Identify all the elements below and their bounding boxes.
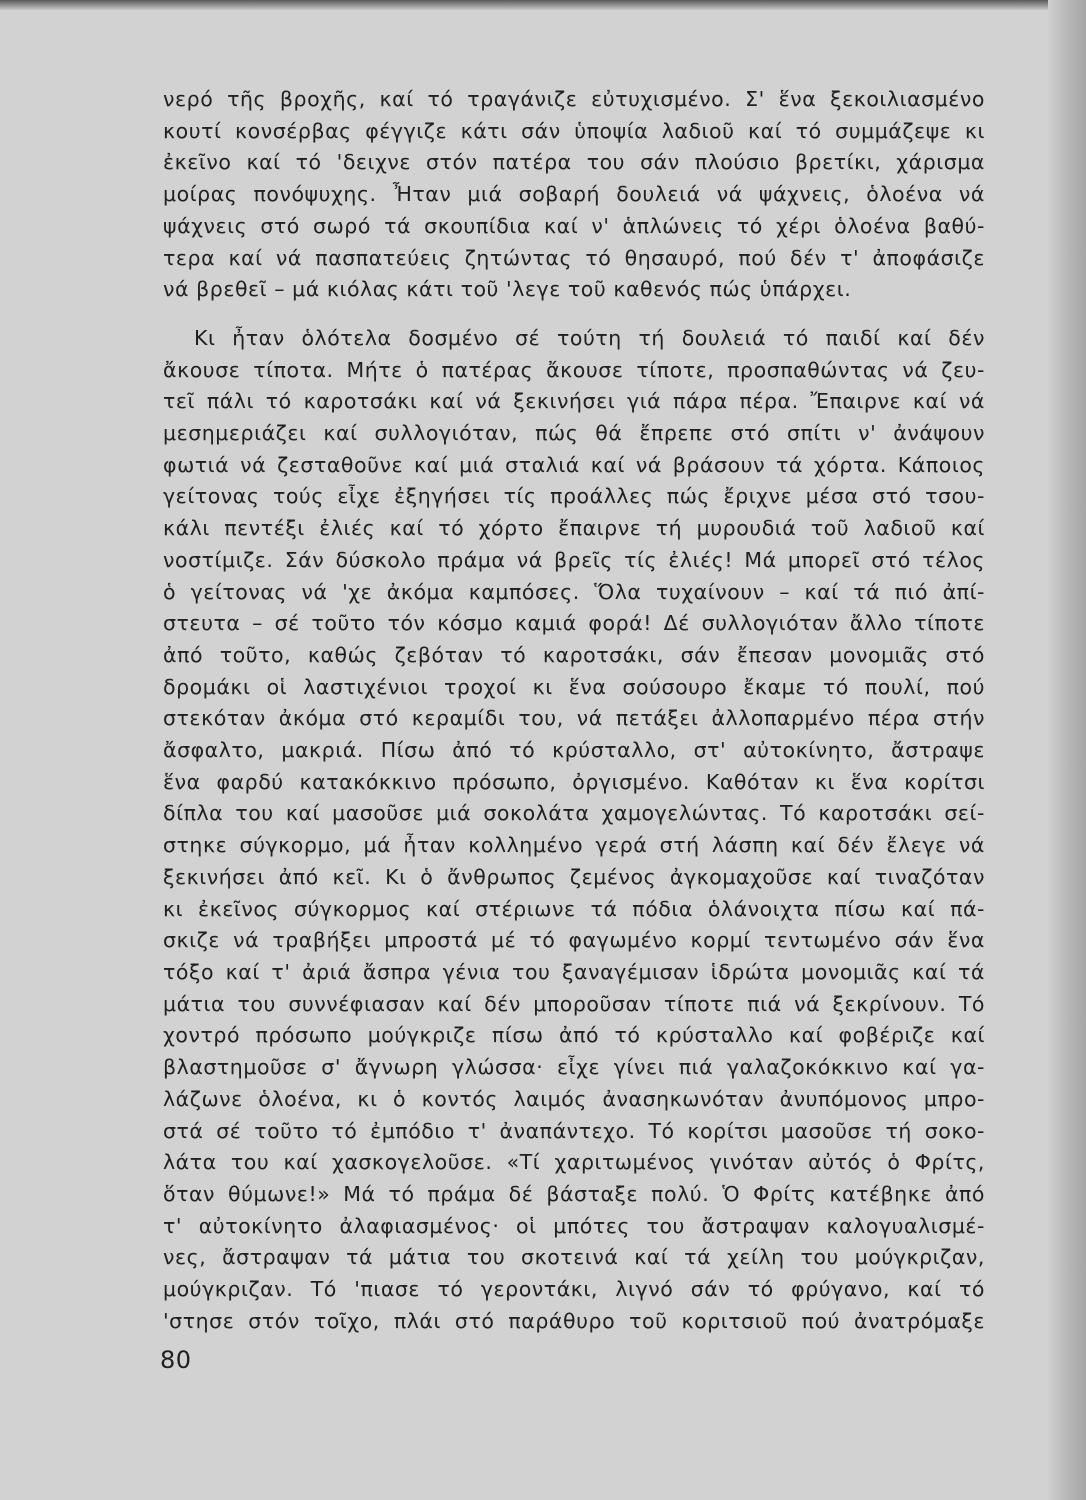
text-line: ψάχνεις στό σωρό τά σκουπίδια καί ν' ἁπλώνεις τό χέρι ὁλοένα βαθύ- — [163, 213, 985, 238]
text-line: στηκε σύγκορμο, μά ἦταν κολλημένο γερά στή λάσπη καί δέν ἔλεγε νά — [163, 833, 985, 858]
text-line: τ' αὐτοκίνητο ἀλαφιασμένος· οἱ μπότες του ἄστραψαν καλογυαλισμέ- — [163, 1213, 985, 1238]
text-line: ὁ γείτονας νά 'χε ἀκόμα καμπόσες. Ὅλα τυχαίνουν – καί τά πιό ἀπί- — [163, 579, 985, 604]
text-line: μεσημεριάζει καί συλλογιόταν, πώς θά ἔπρεπε στό σπίτι ν' ἀνάψουν — [163, 421, 985, 446]
text-line: νοστίμιζε. Σάν δύσκολο πράμα νά βρεῖς τίς ἐλιές! Μά μπορεῖ στό τέλος — [163, 547, 985, 572]
text-line: λάζωνε ὁλοένα, κι ὁ κοντός λαιμός ἀνασηκωνόταν ἀνυπόμονος μπρο- — [163, 1086, 985, 1111]
text-line: νά βρεθεῖ – μά κιόλας κάτι τοῦ 'λεγε τοῦ καθενός πώς ὑπάρχει. — [163, 277, 852, 302]
text-line: βλαστημοῦσε σ' ἄγνωρη γλώσσα· εἶχε γίνει πιά γαλαζοκόκκινο καί γα- — [163, 1055, 985, 1080]
page-number: 80 — [160, 1346, 192, 1374]
text-line: κάλι πεντέξι ἐλιές καί τό χόρτο ἔπαιρνε τή μυρουδιά τοῦ λαδιοῦ καί — [163, 516, 985, 541]
text-line: μάτια του συννέφιασαν καί δέν μποροῦσαν τίποτε πιά νά ξεκρίνουν. Τό — [163, 991, 985, 1016]
text-line: δίπλα του καί μασοῦσε μιά σοκολάτα χαμογελώντας. Τό καροτσάκι σεί- — [163, 801, 985, 826]
text-line: φωτιά νά ζεσταθοῦνε καί μιά σταλιά καί νά βράσουν τά χόρτα. Κάποιος — [163, 452, 985, 477]
scan-top-edge — [0, 0, 1086, 10]
text-line: λάτα του καί χασκογελοῦσε. «Τί χαριτωμένος γινόταν αὐτός ὁ Φρίτς, — [163, 1150, 985, 1175]
text-line: γείτονας τούς εἶχε ἐξηγήσει τίς προάλλες πώς ἔριχνε μέσα στό τσου- — [163, 484, 985, 509]
text-line: στευτα – σέ τοῦτο τόν κόσμο καμιά φορά! Δέ συλλογιόταν ἄλλο τίποτε — [163, 611, 985, 636]
paragraph-1 — [163, 84, 985, 306]
text-line: δρομάκι οἱ λαστιχένιοι τροχοί κι ἕνα σούσουρο ἔκαμε τό πουλί, πού — [163, 674, 985, 699]
text-line: τερα καί νά πασπατεύεις ζητώντας τό θησαυρό, πού δέν τ' ἀποφάσιζε — [163, 245, 985, 270]
text-line: νερό τῆς βροχῆς, καί τό τραγάνιζε εὐτυχισμένο. Σ' ἕνα ξεκοιλιασμένο — [163, 87, 985, 111]
text-line: μοίρας πονόψυχης. Ἦταν μιά σοβαρή δουλειά νά ψάχνεις, ὁλοένα νά — [163, 182, 985, 207]
text-line: νες, ἄστραψαν τά μάτια του σκοτεινά καί τά χείλη του μούγκριζαν, — [163, 1245, 985, 1270]
text-line: ἀπό τοῦτο, καθώς ζεβόταν τό καροτσάκι, σάν ἔπεσαν μονομιᾶς στό — [163, 642, 985, 667]
text-line: ἄκουσε τίποτα. Μήτε ὁ πατέρας ἄκουσε τίποτε, προσπαθώντας νά ζευ- — [163, 357, 985, 382]
text-line: στεκόταν ἀκόμα στό κεραμίδι του, νά πετάξει ἀλλοπαρμένο πέρα στήν — [163, 706, 985, 731]
text-line: σκιζε νά τραβήξει μπροστά μέ τό φαγωμένο κορμί τεντωμένο σάν ἕνα — [163, 928, 985, 953]
text-line: κουτί κονσέρβας φέγγιζε κάτι σάν ὑποψία λαδιοῦ καί τό συμμάζεψε κι — [163, 118, 985, 143]
text-line: τόξο καί τ' ἀριά ἄσπρα γένια του ξαναγέμισαν ἱδρώτα μονομιᾶς καί τά — [163, 959, 985, 984]
text-line: στά σέ τοῦτο τό ἐμπόδιο τ' ἀναπάντεχο. Τό κορίτσι μασοῦσε τή σοκο- — [163, 1118, 985, 1143]
text-line: ὅταν θύμωνε!» Μά τό πράμα δέ βάσταξε πολύ. Ὁ Φρίτς κατέβηκε ἀπό — [163, 1181, 985, 1206]
body-text — [163, 84, 985, 1337]
text-line: μούγκριζαν. Τό 'πιασε τό γεροντάκι, λιγνό σάν τό φρύγανο, καί τό — [163, 1277, 985, 1302]
text-line: ἕνα φαρδύ κατακόκκινο πρόσωπο, ὀργισμένο. Καθόταν κι ἕνα κορίτσι — [163, 769, 985, 794]
scan-right-edge — [1048, 0, 1086, 1500]
text-line: ἄσφαλτο, μακριά. Πίσω ἀπό τό κρύσταλλο, στ' αὐτοκίνητο, ἄστραψε — [163, 738, 985, 763]
text-line: τεῖ πάλι τό καροτσάκι καί νά ξεκινήσει γιά πάρα πέρα. Ἔπαιρνε καί νά — [163, 389, 985, 414]
text-line: Κι ἦταν ὁλότελα δοσμένο σέ τούτη τή δουλειά τό παιδί καί δέν — [194, 325, 985, 350]
paragraph-2 — [163, 323, 985, 1338]
text-line: κι ἐκεῖνος σύγκορμος καί στέριωνε τά πόδια ὁλάνοιχτα πίσω καί πά- — [163, 896, 985, 921]
text-line: ἐκεῖνο καί τό 'δειχνε στόν πατέρα του σάν πλούσιο βρετίκι, χάρισμα — [163, 150, 985, 175]
text-line: 'στησε στόν τοῖχο, πλάι στό παράθυρο τοῦ κοριτσιοῦ πού ἀνατρόμαξε — [163, 1308, 985, 1333]
text-line: ξεκινήσει ἀπό κεῖ. Κι ὁ ἄνθρωπος ζεμένος ἀγκομαχοῦσε καί τιναζόταν — [163, 864, 985, 889]
text-line: χοντρό πρόσωπο μούγκριζε πίσω ἀπό τό κρύσταλλο καί φοβέριζε καί — [163, 1023, 985, 1048]
